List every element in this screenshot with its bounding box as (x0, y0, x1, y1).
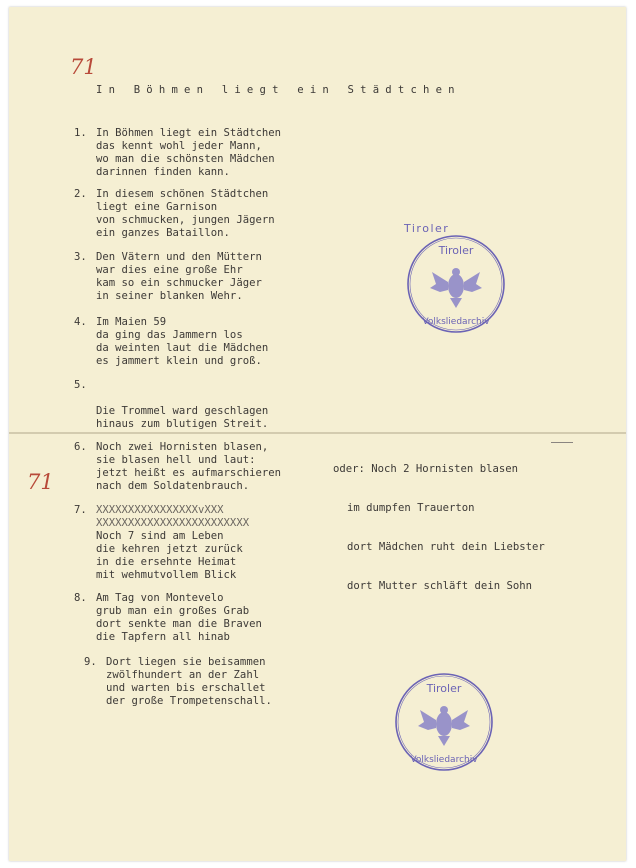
verse-line: zwölfhundert an der Zahl (106, 669, 260, 681)
verse-line (96, 379, 268, 392)
verse-line: XXXXXXXXXXXXXXXXvXXX (96, 504, 224, 516)
verse-number: 5. (74, 379, 87, 391)
alt-line: oder: Noch 2 Hornisten blasen (333, 463, 518, 475)
verse-line: darinnen finden kann. (96, 166, 230, 178)
archive-stamp (392, 670, 496, 774)
verse-line: jetzt heißt es aufmarschieren (96, 467, 281, 479)
alt-line: im dumpfen Trauerton (347, 502, 475, 514)
verse-number: 4. (74, 316, 87, 328)
verse-line: Den Vätern und den Müttern (96, 251, 262, 263)
verse-line: da ging das Jammern los (96, 329, 243, 341)
verse-line: da weinten laut die Mädchen (96, 342, 269, 354)
alt-line: dort Mädchen ruht dein Liebster (347, 541, 545, 553)
song-title: In Böhmen liegt ein Städtchen (96, 84, 461, 96)
verse-number: 9. (84, 656, 97, 668)
verse-line: die Tapfern all hinab (96, 631, 230, 643)
verse-line: nach dem Soldatenbrauch. (96, 480, 250, 492)
verse-number: 8. (74, 592, 87, 604)
verse-line: Noch 7 sind am Leben (96, 530, 224, 542)
stamp-text-top: Tiroler (426, 682, 462, 695)
page-number-middle: 71 (27, 470, 54, 494)
verse-line: In Böhmen liegt ein Städtchen (96, 127, 281, 139)
verse-line (96, 392, 268, 405)
stamp-text-bottom: Volksliedarchiv (422, 317, 490, 327)
verse-line: Dort liegen sie beisammen (106, 656, 266, 668)
stamp-text-top: Tiroler (438, 244, 474, 257)
verse-line: sie blasen hell und laut: (96, 454, 256, 466)
verse-line: Die Trommel ward geschlagen (96, 405, 269, 417)
alt-line: dort Mutter schläft dein Sohn (347, 580, 532, 592)
verse-number: 3. (74, 251, 87, 263)
stamp-text-bottom: Volksliedarchiv (410, 755, 478, 765)
verse-line: die kehren jetzt zurück (96, 543, 243, 555)
verse-line: liegt eine Garnison (96, 201, 218, 213)
fold-line (9, 432, 626, 434)
verse-line: kam so ein schmucker Jäger (96, 277, 262, 289)
verse-number: 1. (74, 127, 87, 139)
archive-stamp (404, 222, 508, 336)
stamp-text-top: Tiroler (404, 222, 450, 235)
verse-line: es jammert klein und groß. (96, 355, 262, 367)
verse-line: Im Maien 59 (96, 316, 167, 328)
eagle-icon (430, 268, 482, 308)
pencil-dash (551, 442, 573, 443)
verse-line: in seiner blanken Wehr. (96, 290, 243, 302)
verse-number: 2. (74, 188, 87, 200)
verse-line: das kennt wohl jeder Mann, (96, 140, 262, 152)
page-number-top: 71 (70, 55, 97, 79)
verse-line: von schmucken, jungen Jägern (96, 214, 275, 226)
verse-line: in die ersehnte Heimat (96, 556, 237, 568)
verse-line: grub man ein großes Grab (96, 605, 250, 617)
verse-line: und warten bis erschallet (106, 682, 266, 694)
verse-line: Am Tag von Montevelo (96, 592, 224, 604)
verse-line: dort senkte man die Braven (96, 618, 262, 630)
eagle-icon (418, 706, 470, 746)
verse-line: wo man die schönsten Mädchen (96, 153, 275, 165)
verse-line: der große Trompetenschall. (106, 695, 272, 707)
verse-line: war dies eine große Ehr (96, 264, 243, 276)
verse-number: 6. (74, 441, 87, 453)
verse-line: mit wehmutvollem Blick (96, 569, 237, 581)
verse-line: Noch zwei Hornisten blasen, (96, 441, 269, 453)
alternative-verse (333, 437, 545, 606)
verse-number: 7. (74, 504, 87, 516)
verse-line: XXXXXXXXXXXXXXXXXXXXXXXX (96, 517, 250, 529)
verse-line: hinaus zum blutigen Streit. (96, 418, 269, 430)
verse-line: In diesem schönen Städtchen (96, 188, 269, 200)
verse-line: ein ganzes Bataillon. (96, 227, 230, 239)
